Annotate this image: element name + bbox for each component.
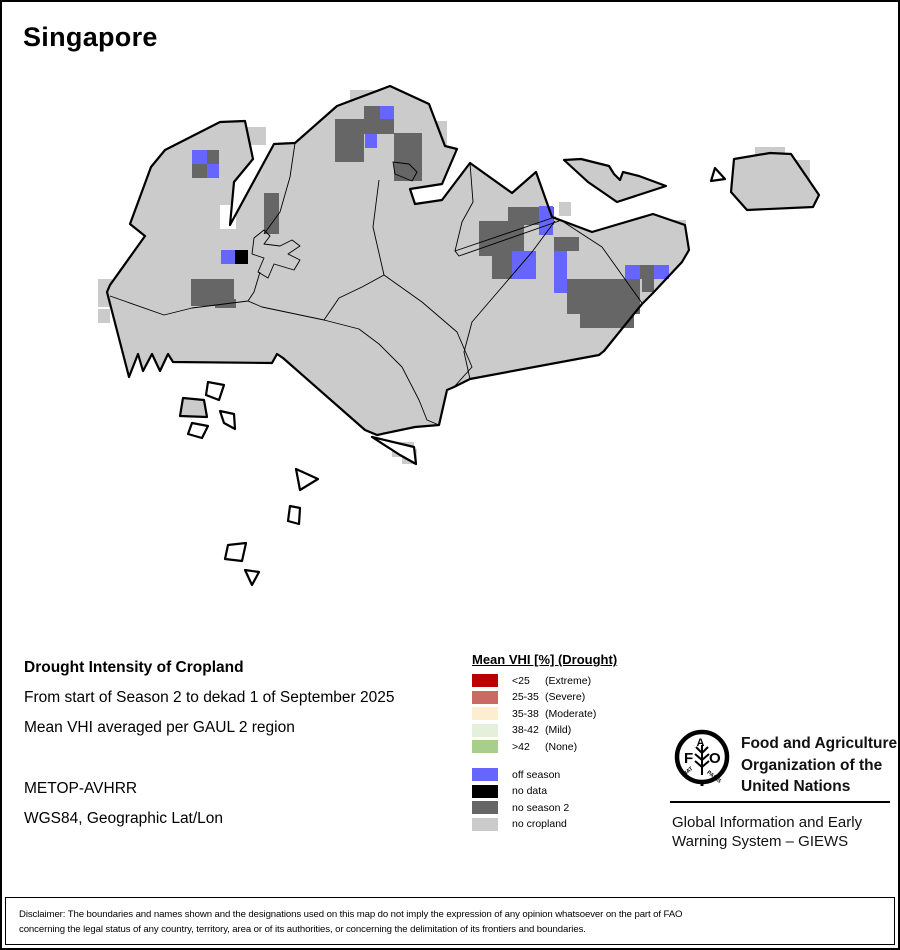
projection-label: WGS84, Geographic Lat/Lon: [24, 810, 224, 827]
fao-logo-icon: [674, 729, 730, 787]
legend-label: (Extreme): [545, 674, 592, 687]
legend-swatch-no-data: [472, 785, 498, 798]
legend-row-none: [472, 740, 662, 753]
raster-cell-no-season-2: [364, 106, 380, 134]
footer-divider: [670, 801, 890, 803]
legend-group-other: [472, 768, 662, 831]
legend-swatch-no-season-2: [472, 801, 498, 814]
south-island-outline: [206, 382, 224, 400]
sensor-label: METOP-AVHRR: [24, 780, 138, 797]
legend-label: (Severe): [545, 691, 586, 703]
legend-range: 35-38: [512, 707, 539, 720]
legend-range: <25: [512, 674, 530, 687]
south-island-outline: [225, 543, 246, 561]
legend-row-no-data: [472, 785, 662, 798]
raster-cell-no-season-2: [580, 314, 634, 328]
giews-line: Warning System – GIEWS: [672, 833, 849, 850]
legend-swatch-none: [472, 740, 498, 753]
legend-range: 25-35: [512, 691, 539, 703]
raster-cell-off-season: [192, 150, 207, 164]
legend-label: no data: [512, 785, 548, 797]
fao-letter-a: A: [696, 737, 705, 749]
raster-cell-no-season-2: [207, 150, 219, 164]
map-island-fills: [107, 86, 819, 464]
legend-range: >42: [512, 740, 530, 753]
legend-swatch-moderate: [472, 707, 498, 720]
raster-cell-no-season-2: [380, 119, 394, 134]
legend-row-moderate: [472, 707, 662, 720]
raster-cell-no-season-2: [554, 237, 579, 251]
legend-swatch-off-season: [472, 768, 498, 781]
map-subtitle-heading: Drought Intensity of Cropland: [24, 659, 244, 676]
giews-label: [672, 813, 900, 851]
legend-label: (Mild): [545, 724, 572, 736]
legend-row-no-cropland: [472, 818, 662, 831]
fao-name-line: Organization of the: [741, 756, 883, 774]
map-period-line: From start of Season 2 to dekad 1 of September 2025: [24, 689, 395, 706]
raster-cell-off-season: [207, 164, 219, 178]
fao-name-line: United Nations: [741, 778, 851, 795]
legend: [472, 652, 662, 834]
raster-cell-no-season-2: [264, 193, 279, 234]
raster-cell-no-cropland-extra: [98, 309, 110, 323]
south-island-outline: [188, 423, 208, 438]
disclaimer-line: Disclaimer: The boundaries and names shown and the designations used on this map do not imply the expression of any opinion whatsoever on the part of FAO: [19, 909, 683, 920]
legend-row-no-season-2: [472, 801, 662, 814]
ne-tiny-island-outline: [711, 168, 725, 181]
raster-cell-off-season: [554, 251, 567, 293]
raster-cell-no-season-2: [394, 133, 422, 181]
raster-cell-no-season-2: [335, 119, 364, 162]
legend-label: (Moderate): [545, 707, 597, 720]
legend-label: no cropland: [512, 818, 567, 830]
legend-row-severe: [472, 691, 662, 704]
fao-letter-f: F: [684, 750, 694, 767]
raster-cell-no-data: [235, 250, 248, 264]
fao-organization-name: [741, 733, 900, 798]
giews-line: Global Information and Early: [672, 814, 863, 831]
legend-swatch-extreme: [472, 674, 498, 687]
disclaimer-box: [5, 897, 895, 945]
raster-cell-off-season: [221, 250, 235, 264]
legend-swatch-no-cropland: [472, 818, 498, 831]
raster-cell-no-season-2: [192, 164, 207, 178]
south-island-outline: [296, 469, 318, 490]
legend-label: off season: [512, 768, 561, 781]
fao-letter-o: O: [709, 750, 721, 767]
south-island-outline: [245, 570, 259, 585]
south-island-outline: [288, 506, 300, 524]
fao-motto-fiat: FIAT: [681, 765, 695, 778]
raster-cell-off-season: [365, 134, 377, 148]
disclaimer-line: concerning the legal status of any country, territory, area or of its authorities, or concerning the delimitation of its frontiers and boundaries.: [19, 924, 586, 936]
page-title: Singapore: [23, 22, 158, 52]
raster-cell-no-cropland-extra: [559, 202, 571, 216]
raster-cell-off-season: [512, 251, 536, 279]
legend-row-mild: [472, 724, 662, 737]
legend-row-extreme: [472, 674, 662, 687]
map-canvas: [2, 2, 900, 642]
raster-cell-no-season-2: [640, 265, 654, 279]
legend-label: (None): [545, 740, 578, 753]
fao-name-line: Food and Agriculture: [741, 735, 898, 752]
raster-cell-off-season: [380, 106, 394, 119]
raster-cell-off-season: [625, 265, 640, 279]
map-aggregation-line: Mean VHI averaged per GAUL 2 region: [24, 719, 295, 736]
legend-title: Mean VHI [%] (Drought): [472, 652, 618, 667]
legend-swatch-severe: [472, 691, 498, 704]
legend-range: 38-42: [512, 724, 539, 736]
legend-swatch-mild: [472, 724, 498, 737]
raster-cell-no-season-2: [492, 250, 512, 279]
south-island-outline: [220, 411, 235, 429]
legend-row-off-season: [472, 768, 662, 781]
raster-cell-no-season-2: [642, 279, 654, 292]
fao-motto-panis: PANIS: [705, 769, 723, 785]
legend-label: no season 2: [512, 801, 570, 814]
